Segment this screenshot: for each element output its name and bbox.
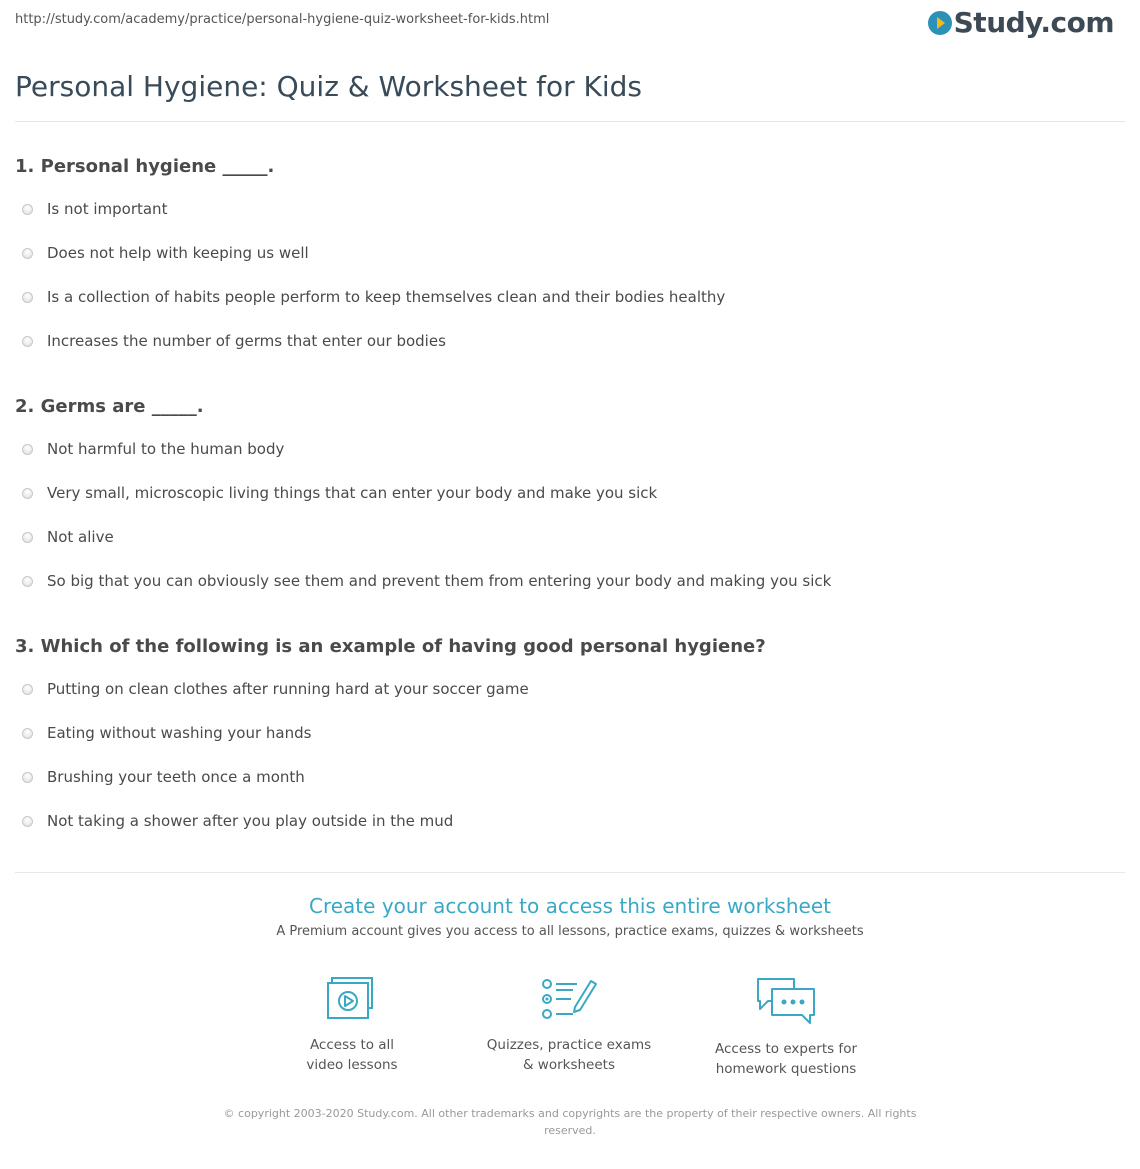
answer-option[interactable] [22,332,446,350]
chat-bubbles-icon [754,975,818,1027]
answer-label: Putting on clean clothes after running hard at your soccer game [47,680,529,698]
feature-quizzes [479,975,659,1075]
answer-option[interactable] [22,572,831,590]
answer-option[interactable] [22,528,114,546]
answer-label: Does not help with keeping us well [47,244,309,262]
radio-button[interactable] [22,204,33,215]
radio-button[interactable] [22,816,33,827]
answer-option[interactable] [22,244,309,262]
answer-label: Increases the number of germs that enter our bodies [47,332,446,350]
answer-option[interactable] [22,680,529,698]
study-logo[interactable] [928,6,1114,39]
radio-button[interactable] [22,336,33,347]
answer-label: Brushing your teeth once a month [47,768,305,786]
answer-label: Is not important [47,200,168,218]
answer-label: Very small, microscopic living things that can enter your body and make you sick [47,484,658,502]
answer-option[interactable] [22,200,167,218]
answer-label: Not harmful to the human body [47,440,285,458]
cta-divider [15,872,1125,873]
answer-option[interactable] [22,440,284,458]
answer-option[interactable] [22,812,453,830]
page-url: http://study.com/academy/practice/personal-hygiene-quiz-worksheet-for-kids.html [15,12,550,27]
answer-label: Not taking a shower after you play outside in the mud [47,812,454,830]
play-logo-icon [928,11,952,35]
question-3: 3. Which of the following is an example of having good personal hygiene? [15,636,766,657]
answer-label: Not alive [47,528,114,546]
feature-label: Access to all video lessons [306,1037,398,1073]
answer-label: Is a collection of habits people perform to keep themselves clean and their bodies healthy [47,288,726,306]
feature-label: Quizzes, practice exams & worksheets [486,1037,652,1073]
answer-label: Eating without washing your hands [47,724,312,742]
radio-button[interactable] [22,728,33,739]
video-lessons-icon [324,975,380,1023]
radio-button[interactable] [22,772,33,783]
feature-video-lessons [262,975,442,1075]
feature-label: Access to experts for homework questions [714,1041,857,1077]
radio-button[interactable] [22,444,33,455]
radio-button[interactable] [22,576,33,587]
radio-button[interactable] [22,532,33,543]
answer-option[interactable] [22,288,725,306]
feature-experts [696,975,876,1079]
radio-button[interactable] [22,292,33,303]
question-2: 2. Germs are _____. [15,396,204,417]
radio-button[interactable] [22,248,33,259]
title-divider [15,121,1125,122]
question-1: 1. Personal hygiene _____. [15,156,275,177]
page-title: Personal Hygiene: Quiz & Worksheet for Kids [15,70,643,103]
quiz-checklist-icon [539,975,599,1023]
answer-label: So big that you can obviously see them and prevent them from entering your body and making you sick [47,572,832,590]
answer-option[interactable] [22,768,305,786]
cta-subtitle: A Premium account gives you access to all lessons, practice exams, quizzes & worksheets [276,924,864,939]
radio-button[interactable] [22,488,33,499]
copyright-notice: © copyright 2003-2020 Study.com. All other trademarks and copyrights are the property of their respective owners. All rights reserved. [223,1107,917,1137]
logo-text: Study.com [953,6,1114,39]
cta-title-link[interactable]: Create your account to access this entire worksheet [309,894,831,918]
radio-button[interactable] [22,684,33,695]
signup-cta [0,894,1140,939]
answer-option[interactable] [22,484,657,502]
answer-option[interactable] [22,724,311,742]
